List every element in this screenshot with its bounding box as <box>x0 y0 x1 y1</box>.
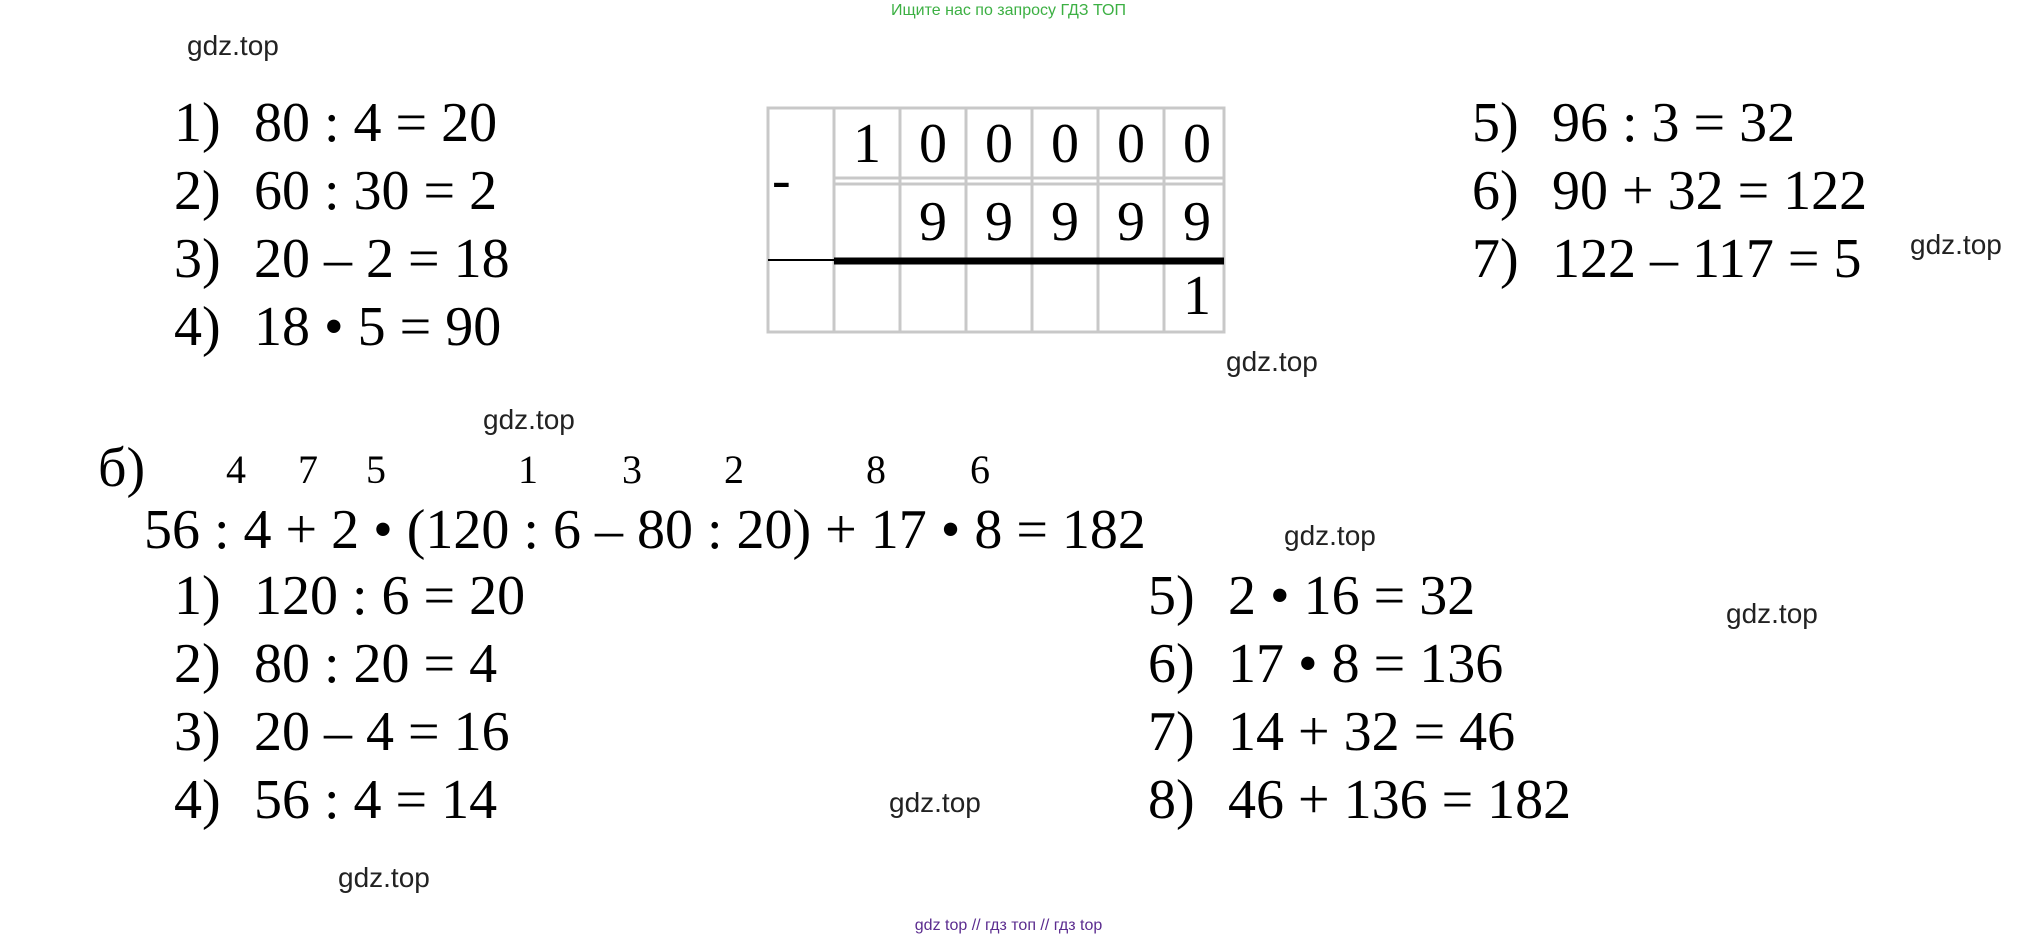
watermark: gdz.top <box>1910 229 2002 260</box>
minuend-digit: 1 <box>853 113 881 175</box>
result-digit <box>900 258 966 334</box>
step-b-3: 3) 20 – 4 = 16 <box>174 701 510 763</box>
step-a-6: 6) 90 + 32 = 122 <box>1472 160 1868 222</box>
order-mark: 7 <box>298 447 318 492</box>
order-mark: 3 <box>622 447 642 492</box>
subtrahend-digit: 9 <box>919 191 947 253</box>
watermark: gdz.top <box>889 787 981 818</box>
step-a-5: 5) 96 : 3 = 32 <box>1472 92 1796 154</box>
order-mark: 4 <box>226 447 246 492</box>
order-mark: 5 <box>366 447 386 492</box>
watermark: gdz.top <box>1284 520 1376 551</box>
subtrahend-digit: 9 <box>985 191 1013 253</box>
step-b-6: 6) 17 • 8 = 136 <box>1148 633 1504 695</box>
order-mark: 8 <box>866 447 886 492</box>
watermark: gdz.top <box>1226 346 1318 377</box>
subtrahend-digit: 9 <box>1117 191 1145 253</box>
step-a-7: 7) 122 – 117 = 5 <box>1472 228 1862 290</box>
result-digit: 1 <box>1183 265 1211 327</box>
subtrahend-digit <box>834 184 900 260</box>
result-digit <box>1098 258 1164 334</box>
minus-sign: - <box>772 149 791 211</box>
bottom-banner: gdz top // гдз топ // гдз top <box>914 917 1103 934</box>
subtrahend-digit: 9 <box>1051 191 1079 253</box>
top-banner: Ищите нас по запросу ГДЗ ТОП <box>891 2 1126 19</box>
step-b-1: 1) 120 : 6 = 20 <box>174 565 526 627</box>
step-a-1: 1) 80 : 4 = 20 <box>174 92 498 154</box>
watermark: gdz.top <box>187 30 279 61</box>
step-a-3: 3) 20 – 2 = 18 <box>174 228 510 290</box>
minuend-digit: 0 <box>1183 113 1211 175</box>
result-digit <box>966 258 1032 334</box>
watermark: gdz.top <box>483 404 575 435</box>
step-b-4: 4) 56 : 4 = 14 <box>174 769 498 831</box>
order-mark: 2 <box>724 447 744 492</box>
minuend-digit: 0 <box>1117 113 1145 175</box>
watermark: gdz.top <box>1726 598 1818 629</box>
subtrahend-digit: 9 <box>1183 191 1211 253</box>
part-b-label: б) <box>98 437 146 499</box>
result-digit <box>834 258 900 334</box>
minuend-digit: 0 <box>985 113 1013 175</box>
order-mark: 1 <box>518 447 538 492</box>
step-a-2: 2) 60 : 30 = 2 <box>174 160 498 222</box>
minuend-digit: 0 <box>1051 113 1079 175</box>
order-mark: 6 <box>970 447 990 492</box>
watermark: gdz.top <box>338 862 430 893</box>
step-b-8: 8) 46 + 136 = 182 <box>1148 769 1572 831</box>
step-b-7: 7) 14 + 32 = 46 <box>1148 701 1516 763</box>
step-b-5: 5) 2 • 16 = 32 <box>1148 565 1476 627</box>
step-b-2: 2) 80 : 20 = 4 <box>174 633 498 695</box>
main-expression: 56 : 4 + 2 • (120 : 6 – 80 : 20) + 17 • 8 = 182 <box>144 499 1146 561</box>
minuend-digit: 0 <box>919 113 947 175</box>
step-a-4: 4) 18 • 5 = 90 <box>174 296 502 358</box>
column-subtraction <box>766 106 1226 334</box>
result-digit <box>1032 258 1098 334</box>
